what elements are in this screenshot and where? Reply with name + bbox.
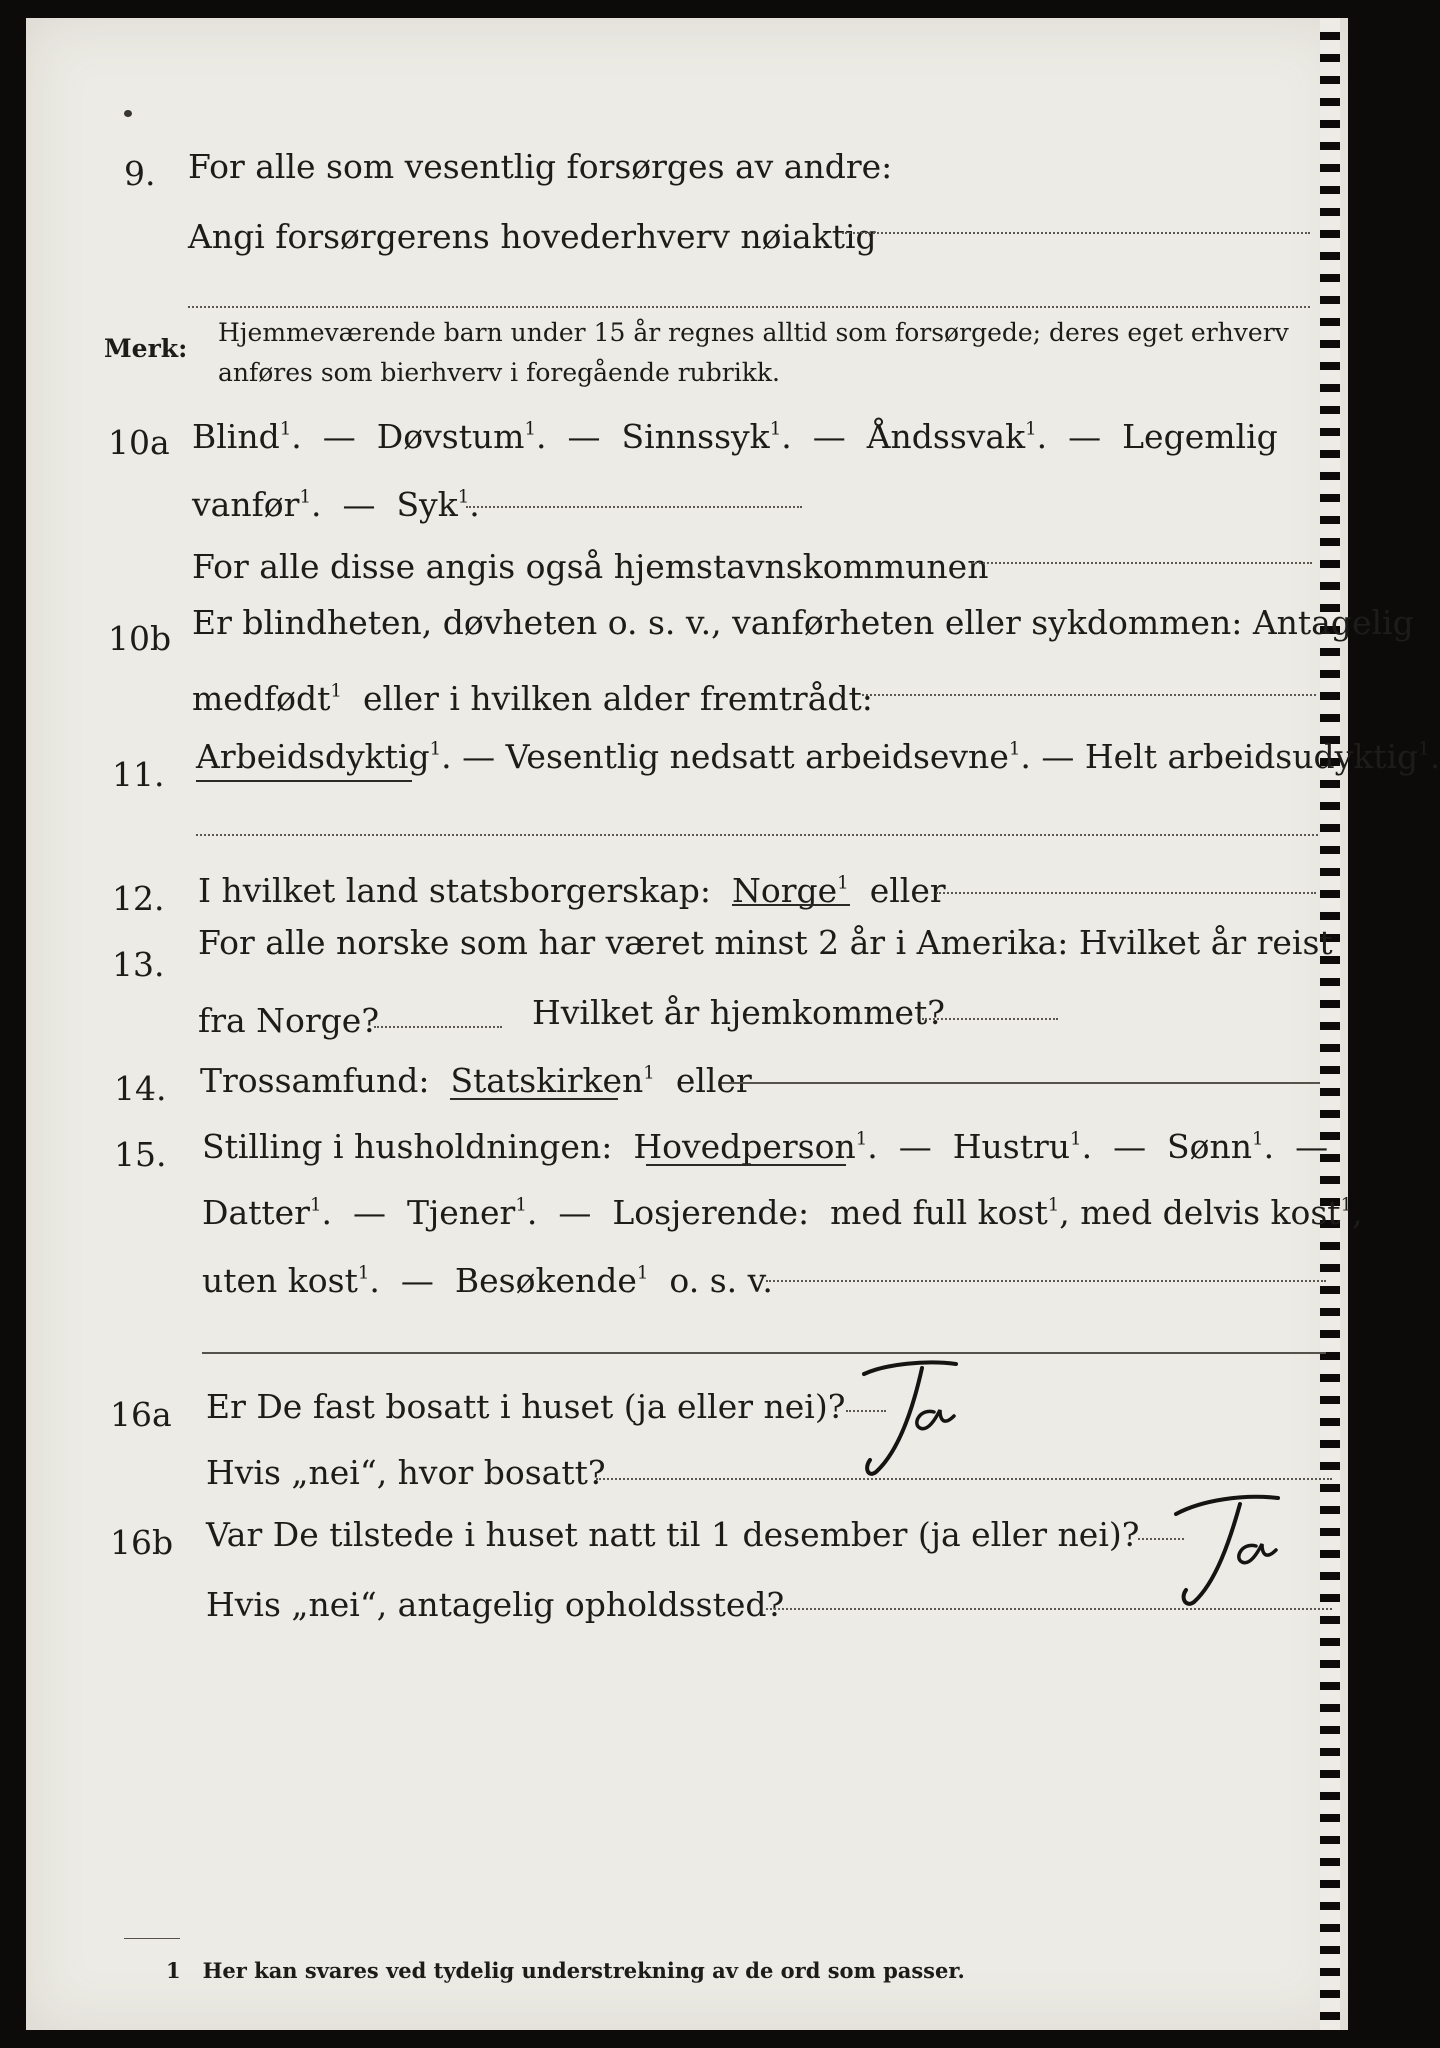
q15-answer-line2[interactable] — [202, 1352, 1326, 1354]
opt-legemlig[interactable]: Legemlig — [1122, 417, 1278, 456]
opt-hustru[interactable]: Hustru — [952, 1127, 1071, 1166]
opt-andssvak[interactable]: Åndssvak — [866, 417, 1026, 456]
opt-blind[interactable]: Blind — [192, 417, 280, 456]
q13-fra: fra Norge? — [198, 1001, 380, 1040]
page-edge-strip — [1320, 18, 1340, 2030]
underline-norge — [732, 904, 850, 906]
opt-norge[interactable]: Norge — [732, 871, 838, 910]
opt-nedsatt[interactable]: Vesentlig nedsatt arbeidsevne — [505, 737, 1009, 776]
q11-line: Arbeidsdyktig$^1$. — Vesentlig nedsatt arbeidsevne$^1$. — Helt arbeidsudyktig$^1$. — [196, 737, 1440, 776]
q15-line1: Stilling i husholdningen: Hovedperson$^1$. — Hustru$^1$. — Sønn$^1$. — — [202, 1127, 1329, 1166]
ink-speck — [124, 110, 132, 117]
q9-line2: Angi forsørgerens hovederhverv nøiaktig — [188, 217, 877, 256]
q16b-number: 16b — [110, 1523, 174, 1562]
q16b-line2: Hvis „nei“, antagelig opholdssted? — [206, 1585, 785, 1624]
q9-number: 9. — [124, 154, 156, 193]
q9-answer-line[interactable] — [842, 232, 1310, 234]
opt-tjener[interactable]: Tjener — [406, 1193, 516, 1232]
q12-line: I hvilket land statsborgerskap: Norge$^1$ eller — [198, 871, 946, 910]
q15-line3: uten kost$^1$. — Besøkende$^1$ o. s. v. — [202, 1261, 773, 1300]
q15-number: 15. — [114, 1135, 167, 1174]
opt-vanfor[interactable]: vanfør — [192, 485, 300, 524]
opt-sinnssyk[interactable]: Sinnssyk — [621, 417, 770, 456]
q10a-line2: vanfør$^1$. — Syk$^1$. — [192, 485, 480, 524]
q16a-line1: Er De fast bosatt i huset (ja eller nei)? — [206, 1387, 846, 1426]
q10b-answer-line[interactable] — [862, 694, 1316, 696]
q13-reist-line[interactable] — [374, 1026, 502, 1028]
opt-hovedperson[interactable]: Hovedperson — [633, 1127, 856, 1166]
footnote-text: Her kan svares ved tydelig understrekning av de ord som passer. — [202, 1958, 965, 1983]
opt-meddelvis[interactable]: med delvis kost — [1080, 1193, 1341, 1232]
q10a-syk-line[interactable] — [466, 506, 802, 508]
q16b-line1: Var De tilstede i huset natt til 1 desember (ja eller nei)? — [206, 1515, 1140, 1554]
opt-medfull[interactable]: med full kost — [830, 1193, 1048, 1232]
underline-hovedperson — [646, 1164, 846, 1166]
merk-line1: Hjemmeværende barn under 15 år regnes alltid som forsørgede; deres eget erhverv — [218, 318, 1289, 347]
q10b-line2: medfødt$^1$ eller i hvilken alder fremtrådt: — [192, 679, 873, 718]
opt-besokende[interactable]: Besøkende — [454, 1261, 637, 1300]
q14-number: 14. — [114, 1069, 167, 1108]
opt-medfodt[interactable]: medfødt — [192, 679, 331, 718]
opt-statskirken[interactable]: Statskirken — [450, 1061, 644, 1100]
q10a-number: 10a — [108, 423, 170, 462]
opt-syk[interactable]: Syk — [396, 485, 458, 524]
q10b-line1: Er blindheten, døvheten o. s. v., vanførheten eller sykdommen: Antagelig — [192, 603, 1414, 642]
opt-arbeidsdyktig[interactable]: Arbeidsdyktig — [196, 737, 430, 776]
q11-answer-line[interactable] — [196, 834, 1318, 836]
opt-dovstum[interactable]: Døvstum — [376, 417, 525, 456]
q16b-handwritten-answer — [1168, 1486, 1318, 1620]
q11-number: 11. — [112, 755, 165, 794]
underline-arbeidsdyktig — [196, 780, 412, 782]
q13-number: 13. — [112, 945, 165, 984]
q9-line1: For alle som vesentlig forsørges av andre: — [188, 147, 893, 186]
q14-answer-line[interactable] — [722, 1082, 1320, 1084]
q10a-line1: Blind$^1$. — Døvstum$^1$. — Sinnssyk$^1$. — Åndssvak$^1$. — Legemlig — [192, 417, 1278, 456]
q16a-handwritten-answer — [856, 1354, 996, 1488]
opt-uten[interactable]: uten kost — [202, 1261, 358, 1300]
q10a-kommune-line[interactable] — [972, 562, 1312, 564]
opt-sonn[interactable]: Sønn — [1167, 1127, 1253, 1166]
q16b-opholdssted-line[interactable] — [766, 1608, 1332, 1610]
q13-line1: For alle norske som har været minst 2 år i Amerika: Hvilket år reist — [198, 923, 1333, 962]
underline-statskirken — [450, 1098, 618, 1100]
q10a-line3: For alle disse angis også hjemstavnskommunen — [192, 547, 989, 586]
q14-line: Trossamfund: Statskirken$^1$ eller — [200, 1061, 752, 1100]
opt-udyktig[interactable]: Helt arbeidsudyktig — [1084, 737, 1419, 776]
merk-label: Merk: — [104, 334, 188, 363]
merk-line2: anføres som bierhverv i foregående rubrikk. — [218, 358, 780, 387]
q13-hjem-line[interactable] — [922, 1018, 1058, 1020]
q16a-number: 16a — [110, 1395, 172, 1434]
opt-datter[interactable]: Datter — [202, 1193, 310, 1232]
q15-line2: Datter$^1$. — Tjener$^1$. — Losjerende: med full kost$^1$, med delvis kost$^1$, — [202, 1193, 1363, 1232]
q15-answer-line[interactable] — [766, 1280, 1326, 1282]
q16a-line2: Hvis „nei“, hvor bosatt? — [206, 1453, 606, 1492]
q12-number: 12. — [112, 879, 165, 918]
footnote-rule — [124, 1938, 180, 1939]
q12-answer-line[interactable] — [936, 892, 1316, 894]
footnote-mark: 1 — [166, 1958, 181, 1983]
q9-answer-line2[interactable] — [188, 306, 1310, 308]
q10b-number: 10b — [108, 619, 172, 658]
q13-hjem: Hvilket år hjemkommet? — [532, 993, 945, 1032]
footnote — [166, 1960, 965, 1981]
q16a-bosatt-line[interactable] — [596, 1478, 1332, 1480]
